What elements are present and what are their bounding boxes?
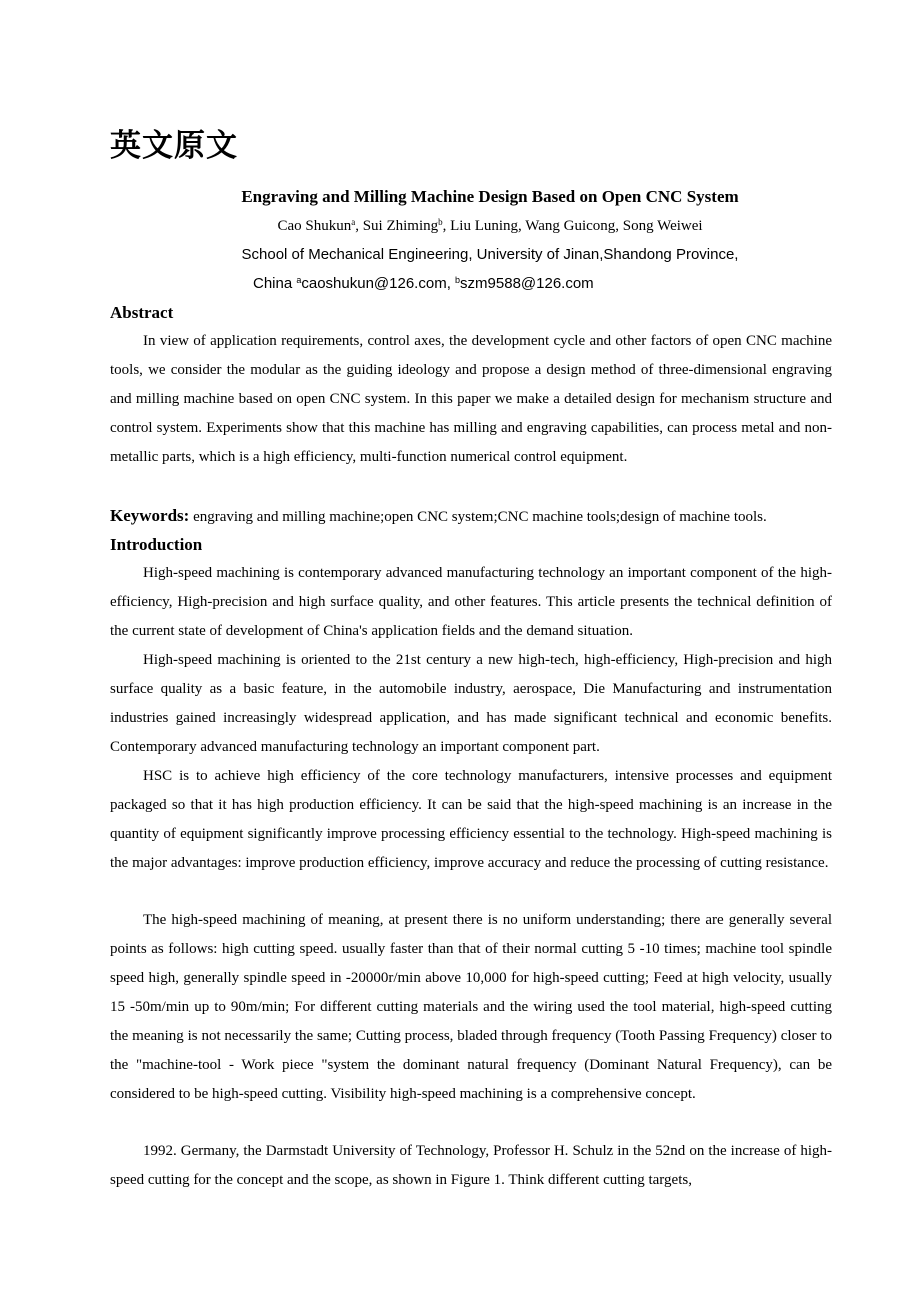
- keywords-label: Keywords:: [110, 506, 190, 525]
- intro-paragraph-4: The high-speed machining of meaning, at present there is no uniform understanding; there are generally several points as follows: high cutting speed. usually faster than that of their normal cutting 5 -10 times; machine tool spindle speed high, generally spindle speed in -20000r/min above 10,000 for high-speed cutting; Feed at high velocity, usually 15 -50m/min up to 90m/min; For different cutting materials and the wiring used the tool material, high-speed cutting the meaning is not necessarily the same; Cutting process, bladed through frequency (Tooth Passing Frequency) closer to the "machine-tool - Work piece "system the dominant natural frequency (Dominant Natural Frequency), can be considered to be high-speed cutting. Visibility high-speed machining is a comprehensive concept.: [110, 912, 832, 1102]
- email-b: szm9588@126.com: [460, 275, 594, 292]
- author-cao: Cao Shukun: [277, 218, 352, 234]
- affiliation-line-2: [253, 274, 853, 294]
- intro-paragraph-1: High-speed machining is contemporary advanced manufacturing technology an important component of the high-efficiency, High-precision and high surface quality, and other features. This article presents the technical definition of the current state of development of China's application fields and the demand situation.: [110, 565, 832, 639]
- email-a: caoshukun@126.com,: [301, 275, 456, 292]
- paper-title: Engraving and Milling Machine Design Based on Open CNC System: [241, 187, 739, 206]
- affiliation-line-1: School of Mechanical Engineering, University of Jinan,Shandong Province,: [241, 246, 739, 263]
- author-list: [110, 216, 870, 236]
- authors-rest: , Liu Luning, Wang Guicong, Song Weiwei: [442, 218, 703, 234]
- author-sui: , Sui Zhiming: [355, 218, 439, 234]
- keywords-text: engraving and milling machine;open CNC system;CNC machine tools;design of machine tools.: [189, 509, 767, 525]
- author-cao-sup: a: [351, 217, 356, 227]
- author-sui-sup: b: [438, 217, 443, 227]
- abstract-text: In view of application requirements, control axes, the development cycle and other factors of open CNC machine tools, we consider the modular as the guiding ideology and propose a design method of three-dimensional engraving and milling machine based on open CNC system. In this paper we make a detailed design for mechanism structure and control system. Experiments show that this machine has milling and engraving capabilities, can process metal and non-metallic parts, which is a high efficiency, multi-function numerical control equipment.: [110, 333, 832, 465]
- affiliation-country: China: [253, 275, 297, 292]
- keywords: [110, 504, 850, 529]
- intro-paragraph-3: HSC is to achieve high efficiency of the core technology manufacturers, intensive processes and equipment packaged so that it has high production efficiency. It can be said that the high-speed machining is an increase in the quantity of equipment significantly improve processing efficiency essential to the technology. High-speed machining is the major advantages: improve production efficiency, improve accuracy and reduce the processing of cutting resistance.: [110, 768, 832, 871]
- email-a-sup: a: [296, 275, 302, 285]
- abstract-heading: Abstract: [110, 303, 174, 322]
- intro-paragraph-5: 1992. Germany, the Darmstadt University of Technology, Professor H. Schulz in the 52nd on the increase of high-speed cutting for the concept and the scope, as shown in Figure 1. Think different cutting targets,: [110, 1143, 832, 1188]
- chinese-heading: 英文原文: [110, 128, 238, 164]
- introduction-heading: Introduction: [110, 535, 203, 554]
- intro-paragraph-2: High-speed machining is oriented to the 21st century a new high-tech, high-efficiency, High-precision and high surface quality as a basic feature, in the automobile industry, aerospace, Die Manufacturing and instrumentation industries gained increasingly widespread application, and has made significant technical and economic benefits. Contemporary advanced manufacturing technology an important component part.: [110, 652, 832, 755]
- email-b-sup: b: [455, 275, 461, 285]
